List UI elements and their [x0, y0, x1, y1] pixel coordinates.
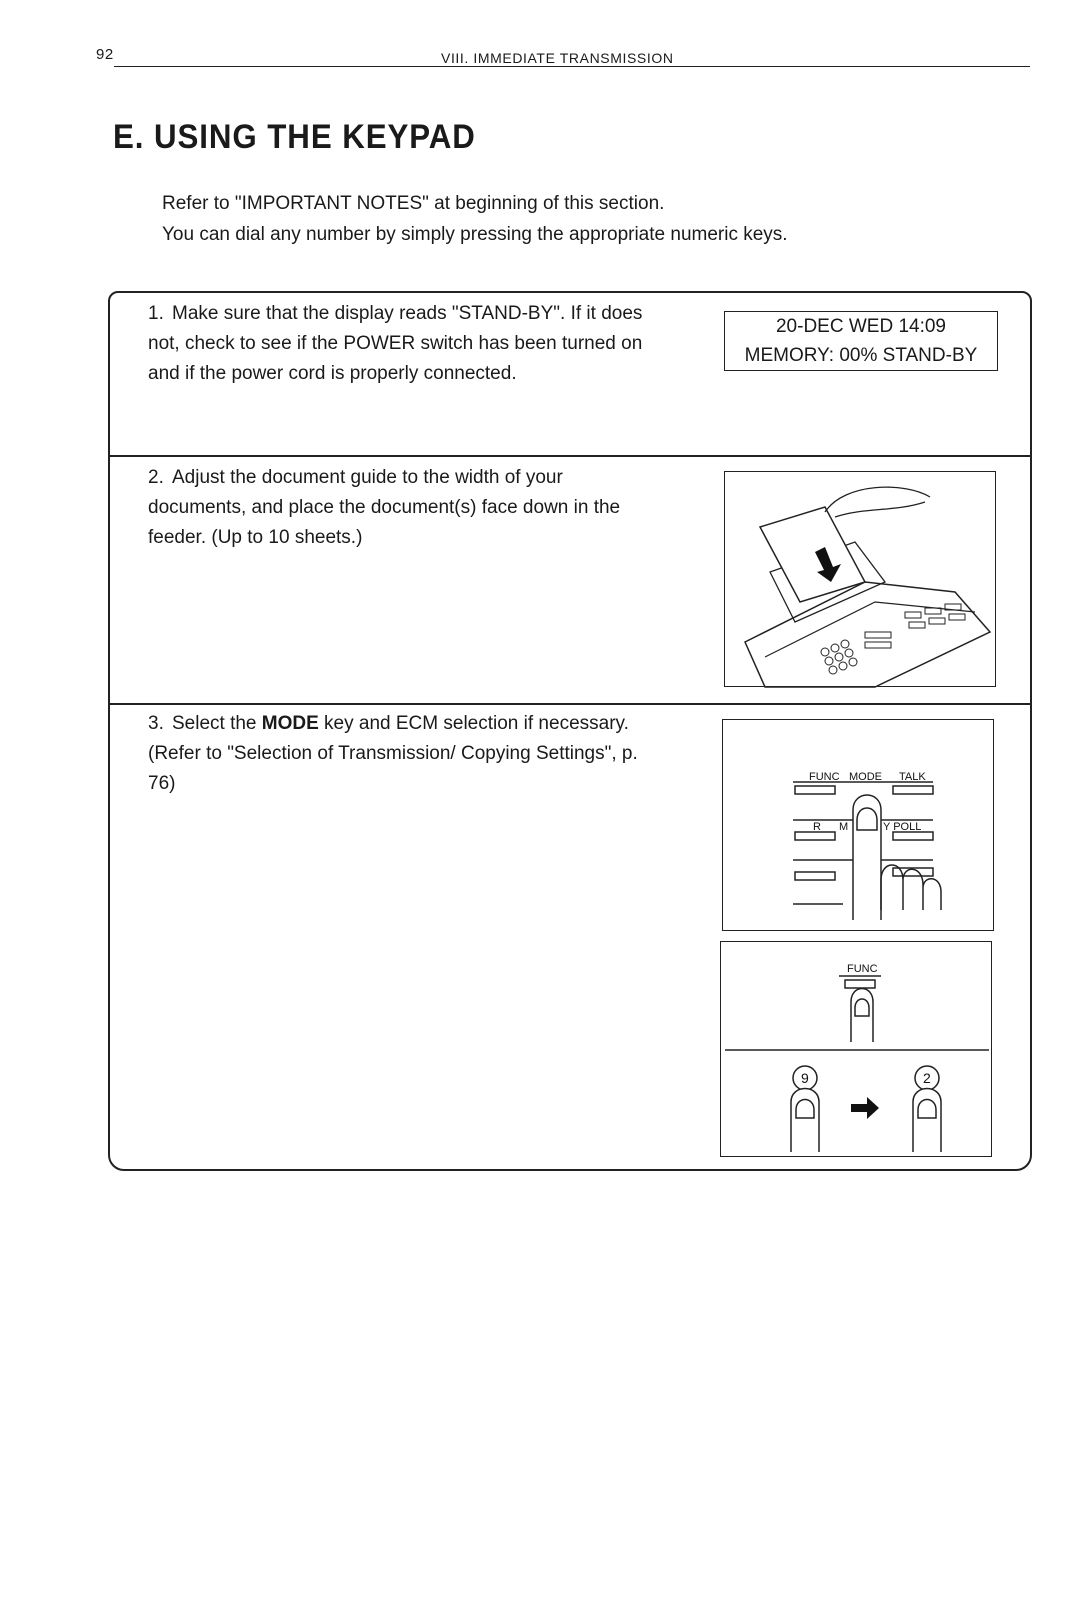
- lcd-display: [724, 311, 998, 371]
- chapter-title: VIII. IMMEDIATE TRANSMISSION: [441, 50, 674, 66]
- step-2-text: Adjust the document guide to the width of your documents, and place the document(s) face down in the feeder. (Up to 10 sheets.): [148, 467, 621, 548]
- key-9-label: 9: [801, 1070, 809, 1086]
- intro-line-2: You can dial any number by simply pressing the appropriate numeric keys.: [162, 224, 788, 245]
- func-keypad-drawing: [721, 942, 993, 1158]
- fax-feeder-illustration: [724, 471, 996, 687]
- step-2-number: 2.: [148, 467, 164, 488]
- instruction-box: [108, 291, 1032, 1171]
- mode-key-drawing: [723, 720, 995, 932]
- r-label: R: [813, 821, 821, 833]
- intro-line-1: Refer to "IMPORTANT NOTES" at beginning of this section.: [162, 193, 665, 214]
- fax-machine-drawing: [725, 472, 997, 688]
- m-label: M: [839, 821, 849, 833]
- key-2-label: 2: [923, 1070, 931, 1086]
- step-1: [110, 293, 1030, 457]
- page-number: 92: [96, 46, 114, 63]
- header-rule: [114, 66, 1030, 67]
- step-2: [110, 457, 1030, 705]
- step-3: [110, 705, 1030, 1169]
- step-3-text-before: Select the: [172, 713, 262, 734]
- mode-key-illustration: [722, 719, 994, 931]
- func-keypad-illustration: [720, 941, 992, 1157]
- lcd-line-1: 20-DEC WED 14:09: [775, 316, 946, 337]
- poll-label: Y POLL: [883, 821, 922, 833]
- step-2-text-block: [148, 463, 658, 553]
- func-key-label: FUNC: [847, 963, 878, 975]
- mode-key-label: MODE: [261, 713, 319, 734]
- step-1-number: 1.: [148, 303, 164, 324]
- lcd-line-2: MEMORY: 00% STAND-BY: [744, 345, 978, 366]
- intro-text: [162, 188, 788, 250]
- step-3-text-block: [148, 709, 658, 799]
- section-title: E. USING THE KEYPAD: [113, 118, 476, 156]
- mode-label: MODE: [849, 771, 882, 783]
- step-1-text: Make sure that the display reads "STAND-BY". If it does not, check to see if the POWER switch has been turned on and if the power cord is properly connected.: [148, 303, 643, 384]
- func-label: FUNC: [809, 771, 840, 783]
- step-3-number: 3.: [148, 713, 164, 734]
- talk-label: TALK: [899, 771, 926, 783]
- arrow-right-icon: [851, 1097, 879, 1119]
- step-3-text-after: key and ECM selection if necessary. (Refer to "Selection of Transmission/ Copying Settings", p. 76): [148, 713, 638, 794]
- step-1-text-block: [148, 299, 658, 389]
